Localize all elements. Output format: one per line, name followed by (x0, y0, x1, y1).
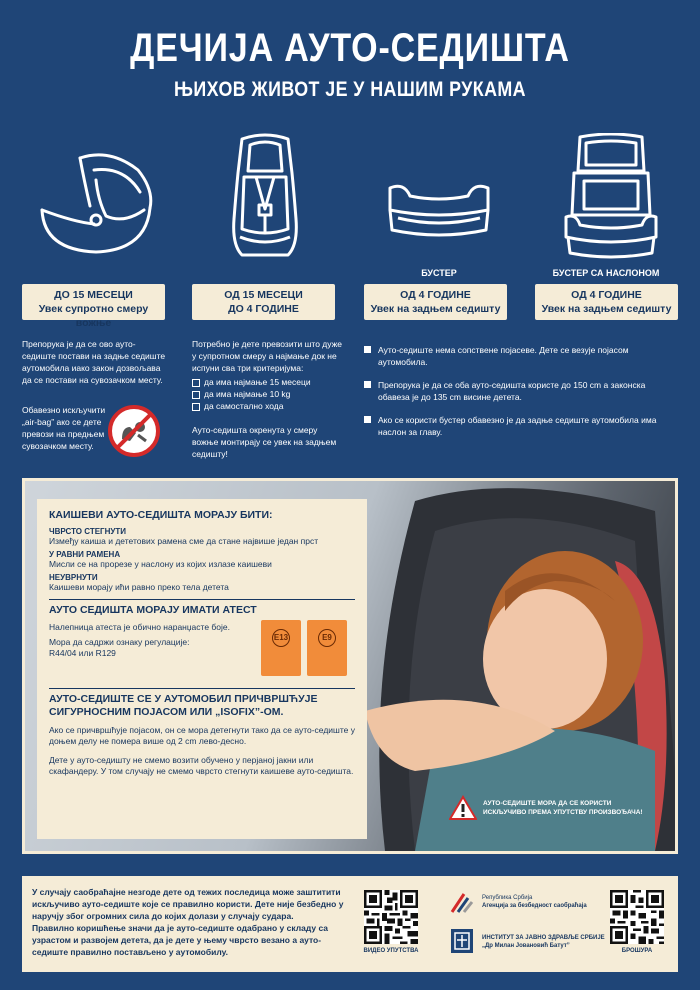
poster-subtitle: ЊИХОВ ЖИВОТ ЈЕ У НАШИМ РУКАМА (173, 78, 527, 101)
approval-label-r129 (307, 620, 347, 676)
qr-brochure-caption: БРОШУРА (621, 948, 653, 954)
age-direction: Увек на задњем седишту (370, 303, 501, 315)
booster-list (364, 344, 664, 438)
infant-carrier-icon (34, 140, 158, 260)
airbag-warning: Обавезно искључити „air-bag” ако се дете превози на предњем сувозачком месту. (22, 405, 106, 451)
qr-code-icon (610, 890, 664, 944)
forward-facing-note: Ауто-седишта окренута у смеру вожње монтирају се увек на задњем седишту! (192, 425, 337, 459)
institute-name-line: „Др Милан Јовановић Батут” (482, 943, 570, 949)
belt-fixing-text: Ако се причвршћује појасом, он се мора детегнути тако да се ауто-седиште у доњем делу не помера више од 2 cm лево-десно. (49, 725, 356, 746)
qr-video-caption: ВИДЕО УПУТСТВА (363, 948, 419, 954)
footer-paragraph: Правилно коришћење значи да је ауто-седиште одабрано у складу са узрастом и развојем детета, да је дете у њему чврсто везано а ауто-седиште правилно постављено у аутомобилу. (32, 923, 328, 957)
age-box-harness (192, 284, 335, 320)
age-direction: ДО 4 ГОДИНЕ (228, 303, 299, 315)
approval-label-mark: E9 (318, 629, 336, 647)
footer-paragraph: У случају саобраћајне незгоде дете од тежих последица може заштитити искључиво ауто-седиште које се правилно користи. Дете није безбедно у наручју због огромних сила до којих долази у случају судара. (32, 887, 344, 921)
age-label: ОД 15 МЕСЕЦИ (224, 289, 303, 301)
approval-text (49, 622, 249, 659)
booster-icon (384, 180, 494, 248)
no-airbag-icon (108, 405, 160, 457)
approval-label-r44 (261, 620, 301, 676)
harness-rule: Потребно је дете превозити што дуже у супротном смеру а најмање док не испуни сва три критеријума: (192, 339, 343, 373)
fixing-heading: АУТО-СЕДИШТЕ СЕ У АУТОМОБИЛ ПРИЧВРШЋУЈЕ СИГУРНОСНИМ ПОЈАСОМ ИЛИ „ISOFIX”-ОМ. (49, 693, 318, 718)
infant-recommendation: Препорука је да се ово ауто-седиште постави на задње седиште аутомобила иако закон дозвољава да се постави на сувозачком месту. (22, 339, 166, 385)
qr-code-icon (364, 890, 418, 944)
seat-caption-booster: БУСТЕР (421, 268, 457, 278)
institute-logo-icon (450, 928, 474, 954)
age-box-booster (364, 284, 507, 320)
child-in-seat-photo (22, 478, 678, 854)
approval-line: Налепница атеста је обично наранџасте боје. (49, 622, 230, 632)
agency-logo-icon (450, 890, 476, 916)
age-label: ОД 4 ГОДИНЕ (400, 289, 471, 301)
strap-rule-title: НЕУВРНУТИ (49, 573, 98, 582)
booster-info (364, 344, 664, 449)
jacket-warning-text: Дете у ауто-седишту не смемо возити обучено у перјаној јакни или скафандеру. У том случају не смемо чврсто стегнути каишеве ауто-седишта. (49, 755, 354, 776)
approval-row (49, 620, 355, 682)
age-direction: Увек на задњем седишту (541, 303, 672, 315)
approval-heading: АУТО СЕДИШТА МОРАЈУ ИМАТИ АТЕСТ (49, 604, 257, 616)
strap-rule-text: Између каиша и дететових рамена сме да стане највише један прст (49, 536, 319, 546)
age-label: ОД 4 ГОДИНЕ (571, 289, 642, 301)
age-box-infant (22, 284, 165, 329)
institute-name-line: ИНСТИТУТ ЗА ЈАВНО ЗДРАВЉЕ СРБИЈЕ (482, 935, 605, 941)
infant-info (22, 338, 167, 394)
seat-caption-booster-backrest: БУСТЕР СА НАСЛОНОМ (552, 268, 660, 278)
warning-text: АУТО-СЕДИШТЕ МОРА ДА СЕ КОРИСТИ ИСКЉУЧИВО ПРЕМА УПУТСТВУ ПРОИЗВОЂАЧА! (483, 800, 643, 816)
divider (49, 688, 355, 689)
footer-text (32, 886, 352, 958)
approval-label-mark: E13 (272, 629, 290, 647)
qr-video-instructions[interactable] (364, 890, 418, 944)
age-label: ДО 15 МЕСЕЦИ (54, 289, 133, 301)
harness-info (192, 338, 342, 468)
divider (49, 599, 355, 600)
info-panel (37, 499, 367, 839)
booster-backrest-icon (562, 133, 660, 263)
warning-triangle-icon (449, 795, 477, 821)
age-box-booster-backrest (535, 284, 678, 320)
age-direction: Увек супротно смеру вожње (38, 303, 149, 329)
strap-rule-title: У РАВНИ РАМЕНА (49, 550, 121, 559)
criteria-item: да има најмање 15 месеци (192, 376, 342, 388)
agency-name-line: Република Србија (482, 895, 533, 901)
poster-title: ДЕЧИЈА АУТО-СЕДИШТА (130, 26, 570, 70)
booster-item: Препорука је да се оба ауто-седишта користе до 150 cm а законска обавеза је до 135 cm висине детета. (364, 379, 664, 403)
criteria-item: да има најмање 10 kg (192, 388, 342, 400)
criteria-item: да самостално хода (192, 400, 342, 412)
qr-brochure[interactable] (610, 890, 664, 944)
booster-item: Ако се користи бустер обавезно је да задње седиште аутомобила има наслон за главу. (364, 414, 664, 438)
straps-heading: КАИШЕВИ АУТО-СЕДИШТА МОРАЈУ БИТИ: (49, 509, 273, 521)
approval-line: R44/04 или R129 (49, 648, 116, 658)
strap-rule-text: Мисли се на прорезе у наслону из којих излазе каишеви (49, 559, 272, 569)
approval-line: Мора да садржи ознаку регулације: (49, 637, 190, 647)
strap-rule-title: ЧВРСТО СТЕГНУТИ (49, 527, 126, 536)
criteria-list (192, 376, 342, 412)
booster-item: Ауто-седиште нема сопствене појасеве. Дете се везује појасом аутомобила. (364, 344, 664, 368)
manufacturer-warning (449, 793, 649, 823)
strap-rule-text: Каишеви морају ићи равно преко тела детета (49, 582, 229, 592)
harness-seat-icon (228, 133, 302, 263)
footer (22, 876, 678, 972)
agency-name-line: Агенција за безбедност саобраћаја (482, 903, 587, 909)
